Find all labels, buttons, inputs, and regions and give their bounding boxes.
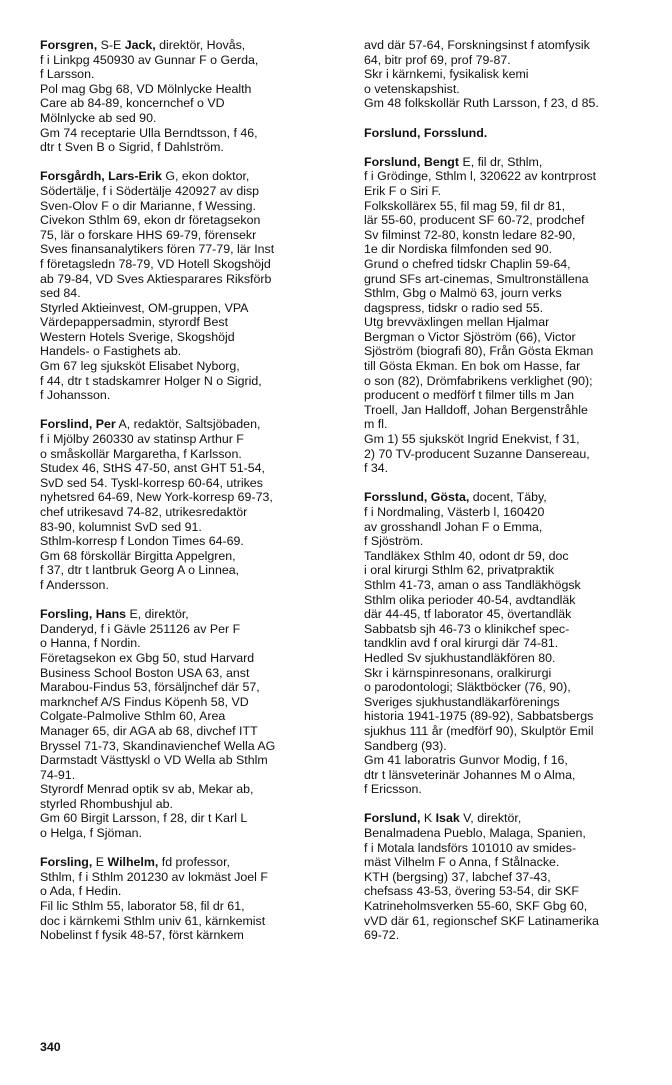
entry-line: o vetenskapshist. xyxy=(364,81,460,96)
right-column xyxy=(364,38,664,957)
biography-entry xyxy=(40,38,340,155)
entry-line: o son (82), Drömfabrikens verklighet (90); xyxy=(364,373,593,388)
entry-heading xyxy=(40,855,340,870)
entry-line: Fil lic Sthlm 55, laborator 58, fil dr 61, xyxy=(40,899,245,914)
entry-line: o småskollär Margaretha, f Karlsson. xyxy=(40,446,242,461)
entry-line: dtr t länsveterinär Johannes M o Alma, xyxy=(364,767,576,782)
entry-heading-text: V, direktör, xyxy=(459,811,522,826)
entry-line: mäst Vilhelm F o Anna, f Stålnacke. xyxy=(364,855,560,870)
entry-line: Styrled Aktieinvest, OM-gruppen, VPA xyxy=(40,300,249,315)
page-number: 340 xyxy=(40,1040,61,1054)
entry-line: chef utrikesavd 74-82, utrikesredaktör xyxy=(40,505,248,519)
entry-heading-text: E, direktör, xyxy=(126,607,189,622)
entry-line: f Sjöström. xyxy=(364,534,424,549)
entry-line: f Ericsson. xyxy=(364,782,422,797)
entry-line: f 37, dtr t lantbruk Georg A o Linnea, xyxy=(40,563,240,578)
entry-line: till Gösta Ekman. En bok om Hasse, far xyxy=(364,359,581,374)
entry-line: f företagsledn 78-79, VD Hotell Skogshöjd xyxy=(40,256,271,271)
entry-line: Danderyd, f i Gävle 251126 av Per F xyxy=(40,621,241,636)
entry-line: f i Nordmaling, Västerb l, 160420 xyxy=(364,505,545,519)
biography-entry xyxy=(40,607,340,841)
entry-heading xyxy=(40,417,340,432)
entry-line: av grosshandl Johan F o Emma, xyxy=(364,519,543,534)
entry-line: Sven-Olov F o dir Marianne, f Wessing. xyxy=(40,198,257,213)
entry-line: Sthlm, Gbg o Malmö 63, journ verks xyxy=(364,286,562,301)
entry-line: Skr i kärnkemi, fysikalisk kemi xyxy=(364,67,529,82)
entry-line: SvD sed 54. Tyskl-korresp 60-64, utrikes xyxy=(40,475,263,490)
entry-heading-text: G, ekon doktor, xyxy=(161,169,250,184)
biography-entry xyxy=(364,155,664,476)
entry-line: nyhetsred 64-69, New York-korresp 69-73, xyxy=(40,490,273,505)
entry-line: avd där 57-64, Forskningsinst f atomfysik xyxy=(364,38,590,52)
entry-line: Folkskollärex 55, fil mag 59, fil dr 81, xyxy=(364,198,566,213)
entry-name: Forslind, Per xyxy=(40,417,116,432)
entry-line: producent o medförf t filmer tills m Jan xyxy=(364,388,575,403)
entry-line: Western Hotels Sverige, Skogshöjd xyxy=(40,329,235,344)
entry-line: Gm 48 folkskollär Ruth Larsson, f 23, d 85. xyxy=(364,96,599,111)
entry-line: Sveriges sjukhustandläkarförenings xyxy=(364,694,560,709)
entry-line: Sthlm olika perioder 40-54, avdtandläk xyxy=(364,592,576,607)
entry-line: o Hanna, f Nordin. xyxy=(40,636,141,651)
entry-name: Forslund, Bengt xyxy=(364,154,459,169)
entry-line: där 44-45, tf laborator 45, övertandläk xyxy=(364,607,572,622)
left-column xyxy=(40,38,340,957)
entry-name: Forslund, Forsslund. xyxy=(364,125,488,140)
entry-line: Gm 60 Birgit Larsson, f 28, dir t Karl L xyxy=(40,811,248,826)
entry-heading xyxy=(364,811,664,826)
entry-name: Forsling, xyxy=(40,855,93,870)
entry-line: f Johansson. xyxy=(40,388,111,403)
biography-entry xyxy=(40,855,340,943)
entry-line: Sjöström (biografi 80), Från Gösta Ekman xyxy=(364,344,594,359)
entry-name: Wilhelm, xyxy=(107,855,159,870)
entry-line: f i Linkpg 450930 av Gunnar F o Gerda, xyxy=(40,52,259,67)
entry-line: f i Grödinge, Sthlm l, 320622 av kontrprost xyxy=(364,169,597,184)
entry-heading-text: S-E xyxy=(97,38,125,52)
biography-entry xyxy=(364,38,664,111)
entry-line: Marabou-Findus 53, försäljnchef där 57, xyxy=(40,680,260,695)
entry-line: f i Mjölby 260330 av statinsp Arthur F xyxy=(40,432,244,447)
entry-line: Civekon Sthlm 69, ekon dr företagsekon xyxy=(40,213,261,228)
entry-line: 64, bitr prof 69, prof 79-87. xyxy=(364,52,511,67)
entry-line: Manager 65, dir AGA ab 68, divchef ITT xyxy=(40,723,258,738)
entry-line: o parodontologi; Släktböcker (76, 90), xyxy=(364,680,571,695)
entry-line: Sthlm, f i Sthlm 201230 av lokmäst Joel F xyxy=(40,869,268,884)
entry-line: f i Motala landsförs 101010 av smides- xyxy=(364,840,577,855)
entry-line: Grund o chefred tidskr Chaplin 59-64, xyxy=(364,256,571,271)
entry-heading xyxy=(364,490,664,505)
entry-line: Erik F o Siri F. xyxy=(364,183,442,198)
entry-line: Styrordf Menrad optik sv ab, Mekar ab, xyxy=(40,782,254,797)
entry-line: marknchef A/S Findus Köpenh 58, VD xyxy=(40,694,249,709)
entry-line: Sthlm 41-73, aman o ass Tandläkhögsk xyxy=(364,577,581,592)
entry-line: Handels- o Fastighets ab. xyxy=(40,344,182,359)
biography-entry xyxy=(364,126,664,141)
entry-name: Isak xyxy=(435,811,460,826)
entry-line: vVD där 61, regionschef SKF Latinamerika xyxy=(364,913,599,928)
biography-entry xyxy=(364,811,664,942)
entry-line: Business School Boston USA 63, anst xyxy=(40,665,250,680)
entry-name: Forsgren, xyxy=(40,38,98,52)
entry-heading-text: E xyxy=(92,855,108,870)
entry-heading-text: docent, Täby, xyxy=(469,490,547,505)
entry-line: 75, lär o forskare HHS 69-79, förensekr xyxy=(40,227,257,242)
entry-line: ab 79-84, VD Sves Aktiesparares Riksförb xyxy=(40,271,272,286)
entry-line: 83-90, kolumnist SvD sed 91. xyxy=(40,519,202,534)
entry-name: Forsling, Hans xyxy=(40,607,127,622)
entry-line: Gm 1) 55 sjuksköt Ingrid Enekvist, f 31, xyxy=(364,432,580,447)
entry-line: Gm 68 förskollär Birgitta Appelgren, xyxy=(40,548,236,563)
entry-line: lär 55-60, producent SF 60-72, prodchef xyxy=(364,213,585,228)
entry-heading-text: fd professor, xyxy=(158,855,230,870)
entry-heading xyxy=(40,169,340,184)
entry-line: Mölnlycke ab sed 90. xyxy=(40,110,157,125)
entry-line: doc i kärnkemi Sthlm univ 61, kärnkemist xyxy=(40,913,266,928)
entry-line: o Ada, f Hedin. xyxy=(40,884,122,899)
entry-line: Företagsekon ex Gbg 50, stud Harvard xyxy=(40,650,255,665)
entry-line: f 44, dtr t stadskamrer Holger N o Sigrid, xyxy=(40,373,262,388)
entry-heading-text: K xyxy=(420,811,436,826)
entry-line: sjukhus 111 år (medförf 90), Skulptör Emil xyxy=(364,723,594,738)
entry-line: 2) 70 TV-producent Suzanne Dansereau, xyxy=(364,446,590,461)
entry-line: grund SFs art-cinemas, Smultronställena xyxy=(364,271,589,286)
entry-heading xyxy=(364,126,664,141)
entry-heading xyxy=(364,155,664,170)
entry-line: Södertälje, f i Södertälje 420927 av disp xyxy=(40,183,260,198)
entry-name: Forslund, xyxy=(364,811,421,826)
entry-line: Gm 74 receptarie Ulla Berndtsson, f 46, xyxy=(40,125,258,140)
entry-line: Pol mag Gbg 68, VD Mölnlycke Health xyxy=(40,81,252,96)
entry-line: Sves finansanalytikers fören 77-79, lär Inst xyxy=(40,242,275,257)
entry-line: Skr i kärnspinresonans, oralkirurgi xyxy=(364,665,552,680)
entry-line: Sthlm-korresp f London Times 64-69. xyxy=(40,534,244,549)
entry-line: Utg brevväxlingen mellan Hjalmar xyxy=(364,315,550,330)
entry-line: Bryssel 71-73, Skandinavienchef Wella AG xyxy=(40,738,276,753)
entry-line: Care ab 84-89, koncernchef o VD xyxy=(40,96,225,111)
entry-line: Colgate-Palmolive Sthlm 60, Area xyxy=(40,709,226,724)
entry-line: Studex 46, StHS 47-50, anst GHT 51-54, xyxy=(40,461,265,476)
entry-line: KTH (bergsing) 37, labchef 37-43, xyxy=(364,869,551,884)
entry-heading-text: E, fil dr, Sthlm, xyxy=(459,154,543,169)
entry-name: Forsslund, Gösta, xyxy=(364,490,470,505)
entry-line: o Helga, f Sjöman. xyxy=(40,826,142,841)
biography-entry xyxy=(364,490,664,796)
entry-line: Darmstadt Västtyskl o VD Wella ab Sthlm xyxy=(40,753,268,768)
entry-line: Gm 41 laboratris Gunvor Modig, f 16, xyxy=(364,753,568,768)
entry-heading-text: direktör, Hovås, xyxy=(155,38,246,52)
entry-line: f Andersson. xyxy=(40,577,109,592)
entry-line: i oral kirurgi Sthlm 62, privatpraktik xyxy=(364,563,555,578)
entry-line: Sabbatsb sjh 46-73 o klinikchef spec- xyxy=(364,621,570,636)
entry-line: Sandberg (93). xyxy=(364,738,447,753)
entry-line: styrled Rhombushjul ab. xyxy=(40,796,173,811)
entry-line: Sv filminst 72-80, konstn ledare 82-90, xyxy=(364,227,576,242)
entry-line: Gm 67 leg sjuksköt Elisabet Nyborg, xyxy=(40,359,240,374)
entry-name: Forsgårdh, Lars-Erik xyxy=(40,169,162,184)
entry-line: sed 84. xyxy=(40,286,81,301)
entry-line: 1e dir Nordiska filmfonden sed 90. xyxy=(364,242,553,257)
entry-line: Hedled Sv sjukhustandläkfören 80. xyxy=(364,650,556,665)
entry-line: chefsass 43-53, övering 53-54, dir SKF xyxy=(364,884,579,899)
entry-line: m fl. xyxy=(364,417,388,432)
entry-line: f Larsson. xyxy=(40,67,95,82)
entry-line: f 34. xyxy=(364,461,389,476)
entry-line: Tandläkex Sthlm 40, odont dr 59, doc xyxy=(364,548,569,563)
entry-line: Bergman o Victor Sjöström (66), Victor xyxy=(364,329,576,344)
entry-name: Jack, xyxy=(124,38,156,52)
entry-line: 69-72. xyxy=(364,928,400,943)
entry-heading xyxy=(40,607,340,622)
entry-line: Värdepappersadmin, styrordf Best xyxy=(40,315,229,330)
entry-line: Benalmadena Pueblo, Malaga, Spanien, xyxy=(364,826,586,841)
entry-line: Nobelinst f fysik 48-57, först kärnkem xyxy=(40,928,244,943)
entry-line: 74-91. xyxy=(40,767,76,782)
entry-line: tandklin avd f oral kirurgi där 74-81. xyxy=(364,636,559,651)
entry-line: dagspress, tidskr o radio sed 55. xyxy=(364,300,544,315)
entry-line: historia 1941-1975 (89-92), Sabbatsbergs xyxy=(364,709,594,724)
biography-entry xyxy=(40,417,340,592)
entry-line: Katrineholmsverken 55-60, SKF Gbg 60, xyxy=(364,899,588,914)
biography-entry xyxy=(40,169,340,403)
entry-heading-text: A, redaktör, Saltsjöbaden, xyxy=(115,417,261,432)
entry-line: Troell, Jan Halldoff, Johan Bergenstråhle xyxy=(364,402,588,417)
entry-heading xyxy=(40,38,340,53)
entry-line: dtr t Sven B o Sigrid, f Dahlström. xyxy=(40,140,224,155)
